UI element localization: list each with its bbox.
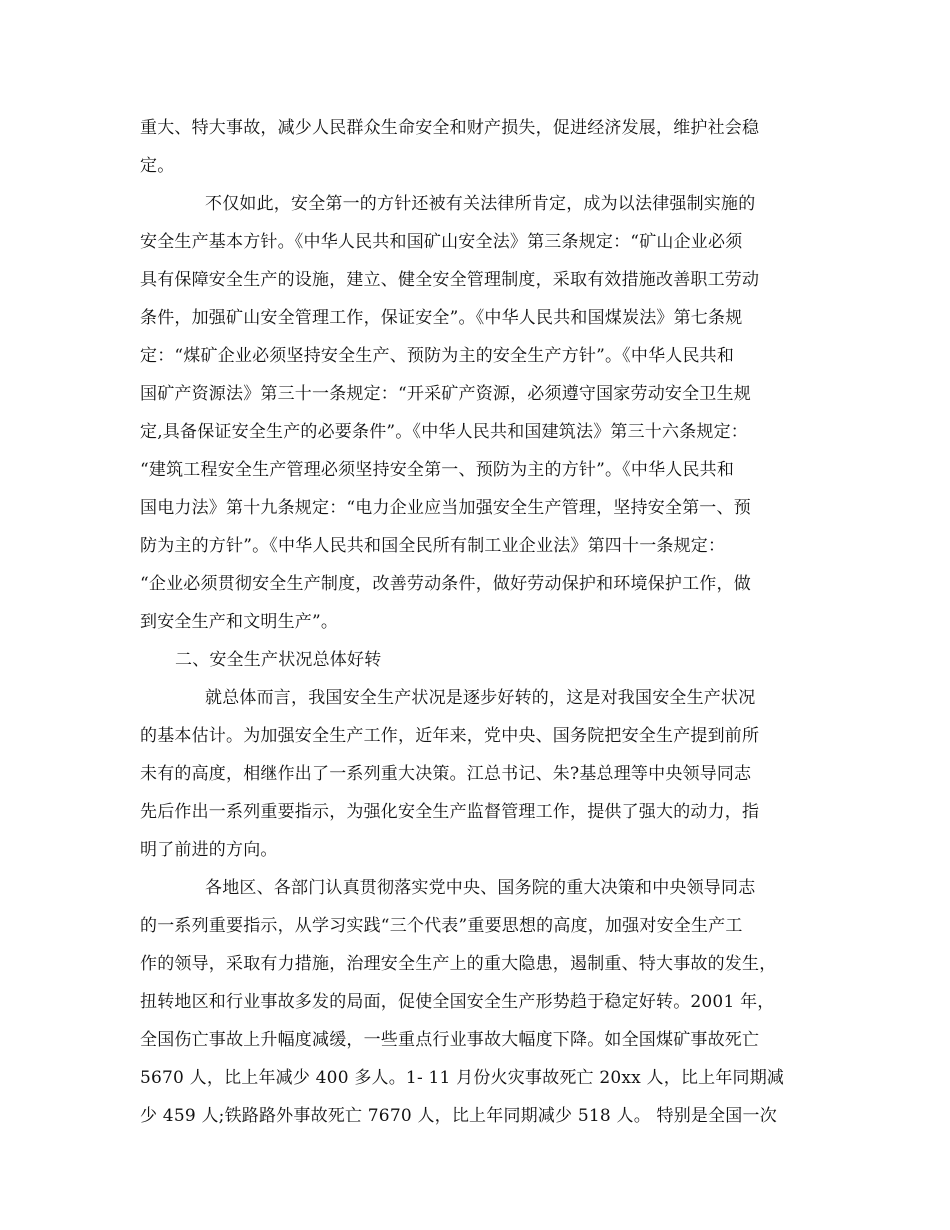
paragraph-first-line: 不仅如此，安全第一的方针还被有关法律所肯定，成为以法律强制实施的 [205,194,756,214]
text-line: “建筑工程安全生产管理必须坚持安全第一、预防为主的方针”。《中华人民共和 [140,460,735,480]
text-line: 的基本估计。为加强安全生产工作，近年来，党中央、国务院把安全生产提到前所 [140,726,760,746]
text-line: 国矿产资源法》第三十一条规定：“开采矿产资源，必须遵守国家劳动安全卫生规 [140,384,751,404]
text-line: 重大、特大事故，减少人民群众生命安全和财产损失，促进经济发展，维护社会稳 [140,118,760,138]
text-line: 少 459 人;铁路路外事故死亡 7670 人，比上年同期减少 518 人。 特别是全国一次 [140,1106,777,1126]
text-line: 全国伤亡事故上升幅度减缓，一些重点行业事故大幅度下降。如全国煤矿事故死亡 [140,1030,760,1050]
text-line: 具有保障安全生产的设施，建立、健全安全管理制度，采取有效措施改善职工劳动 [140,270,760,290]
paragraph-first-line: 各地区、各部门认真贯彻落实党中央、国务院的重大决策和中央领导同志 [205,878,756,898]
section-heading: 二、安全生产状况总体好转 [175,650,382,670]
text-line: 防为主的方针”。《中华人民共和国全民所有制工业企业法》第四十一条规定： [140,536,726,556]
text-line: 5670 人，比上年减少 400 多人。1- 11 月份火灾事故死亡 20xx 人，比上年同期减 [140,1068,785,1088]
text-line: 扭转地区和行业事故多发的局面，促使全国安全生产形势趋于稳定好转。2001 年， [140,992,775,1012]
text-line: 条件，加强矿山安全管理工作，保证安全”。《中华人民共和国煤炭法》第七条规 [140,308,743,328]
text-line: 国电力法》第十九条规定：“电力企业应当加强安全生产管理，坚持安全第一、预 [140,498,751,518]
text-line: 未有的高度，相继作出了一系列重大决策。江总书记、朱?基总理等中央领导同志 [140,764,752,784]
text-line: 定。 [140,156,175,176]
text-line: 先后作出一系列重要指示，为强化安全生产监督管理工作，提供了强大的动力，指 [140,802,760,822]
text-line: 明了前进的方向。 [140,840,278,860]
text-line: 作的领导，采取有力措施，治理安全生产上的重大隐患，遏制重、特大事故的发生， [140,954,777,974]
text-line: 到安全生产和文明生产”。 [140,612,339,632]
text-line: 定,具备保证安全生产的必要条件”。《中华人民共和国建筑法》第三十六条规定： [140,422,748,442]
text-line: 安全生产基本方针。《中华人民共和国矿山安全法》第三条规定：“矿山企业必须 [140,232,743,252]
text-line: 定：“煤矿企业必须坚持安全生产、预防为主的安全生产方针”。《中华人民共和 [140,346,735,366]
text-line: 的一系列重要指示，从学习实践“三个代表”重要思想的高度，加强对安全生产工 [140,916,743,936]
text-line: “企业必须贯彻安全生产制度，改善劳动条件，做好劳动保护和环境保护工作，做 [140,574,751,594]
paragraph-first-line: 就总体而言，我国安全生产状况是逐步好转的，这是对我国安全生产状况 [205,688,756,708]
